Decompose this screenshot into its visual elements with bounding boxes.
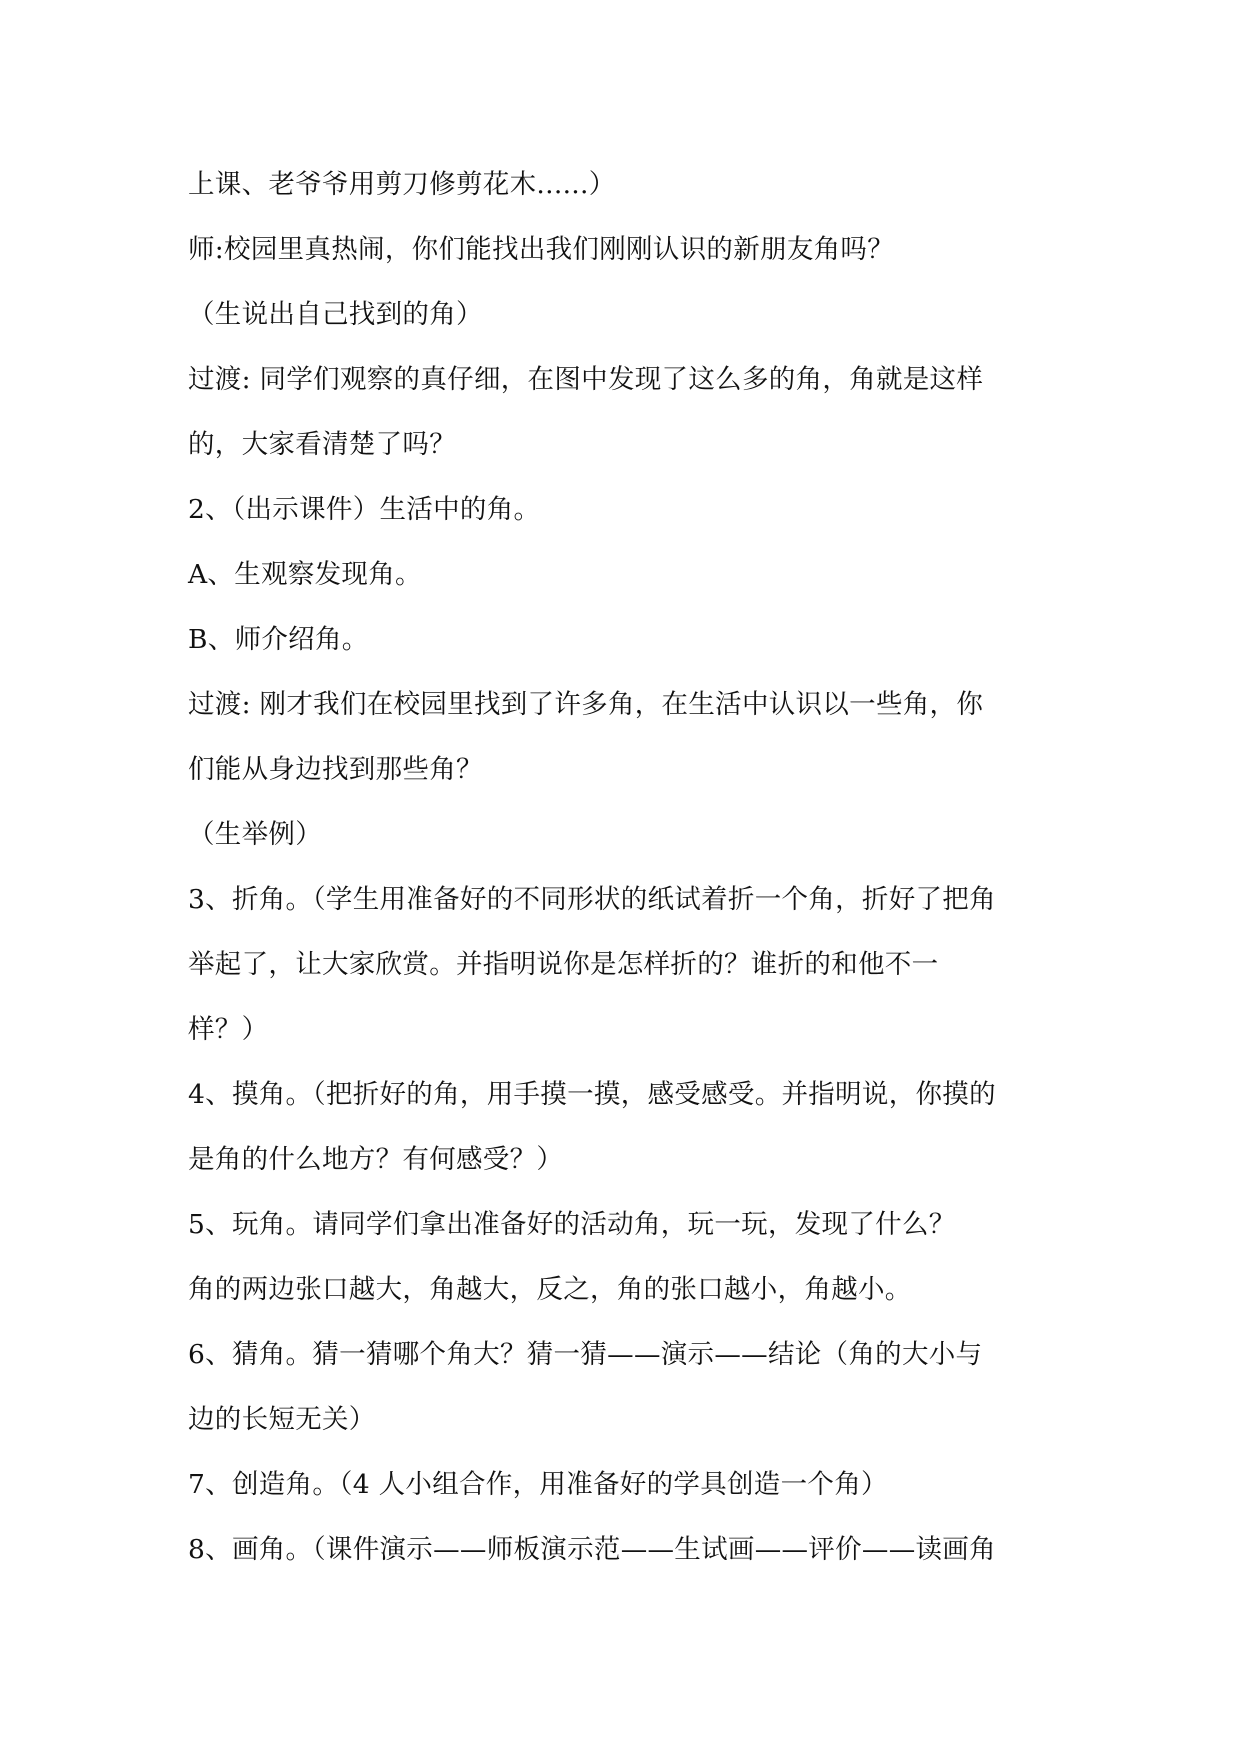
text-line-10: 们能从身边找到那些角？ bbox=[188, 754, 483, 785]
text-line-4: 过渡: 同学们观察的真仔细，在图中发现了这么多的角，角就是这样 bbox=[188, 364, 984, 395]
text-line-14: 样？） bbox=[188, 1014, 269, 1045]
text-line-17: 5、玩角。请同学们拿出准备好的活动角，玩一玩，发现了什么？ bbox=[188, 1209, 956, 1240]
text-line-6: 2、（出示课件）生活中的角。 bbox=[188, 494, 541, 525]
text-line-11: （生举例） bbox=[188, 819, 322, 850]
text-line-12: 3、折角。（学生用准备好的不同形状的纸试着折一个角，折好了把角 bbox=[188, 884, 996, 915]
text-line-8: B、师介绍角。 bbox=[188, 624, 369, 655]
text-line-15: 4、摸角。（把折好的角，用手摸一摸，感受感受。并指明说，你摸的 bbox=[188, 1079, 996, 1110]
text-line-9: 过渡: 刚才我们在校园里找到了许多角，在生活中认识以一些角，你 bbox=[188, 689, 984, 720]
text-line-22: 8、画角。（课件演示——师板演示范——生试画——评价——读画角 bbox=[188, 1534, 996, 1565]
text-line-20: 边的长短无关） bbox=[188, 1404, 376, 1435]
text-line-16: 是角的什么地方？有何感受？） bbox=[188, 1144, 564, 1175]
text-line-1: 上课、老爷爷用剪刀修剪花木......） bbox=[188, 169, 616, 200]
text-line-13: 举起了，让大家欣赏。并指明说你是怎样折的？谁折的和他不一 bbox=[188, 949, 939, 980]
text-line-18: 角的两边张口越大，角越大，反之，角的张口越小，角越小。 bbox=[188, 1274, 912, 1305]
text-line-2: 师:校园里真热闹，你们能找出我们刚刚认识的新朋友角吗？ bbox=[188, 234, 895, 265]
text-line-5: 的，大家看清楚了吗？ bbox=[188, 429, 456, 460]
text-line-19: 6、猜角。猜一猜哪个角大？猜一猜——演示——结论（角的大小与 bbox=[188, 1339, 983, 1370]
text-line-7: A、生观察发现角。 bbox=[188, 559, 422, 590]
text-line-21: 7、创造角。（4 人小组合作，用准备好的学具创造一个角） bbox=[188, 1469, 888, 1500]
text-line-3: （生说出自己找到的角） bbox=[188, 299, 483, 330]
